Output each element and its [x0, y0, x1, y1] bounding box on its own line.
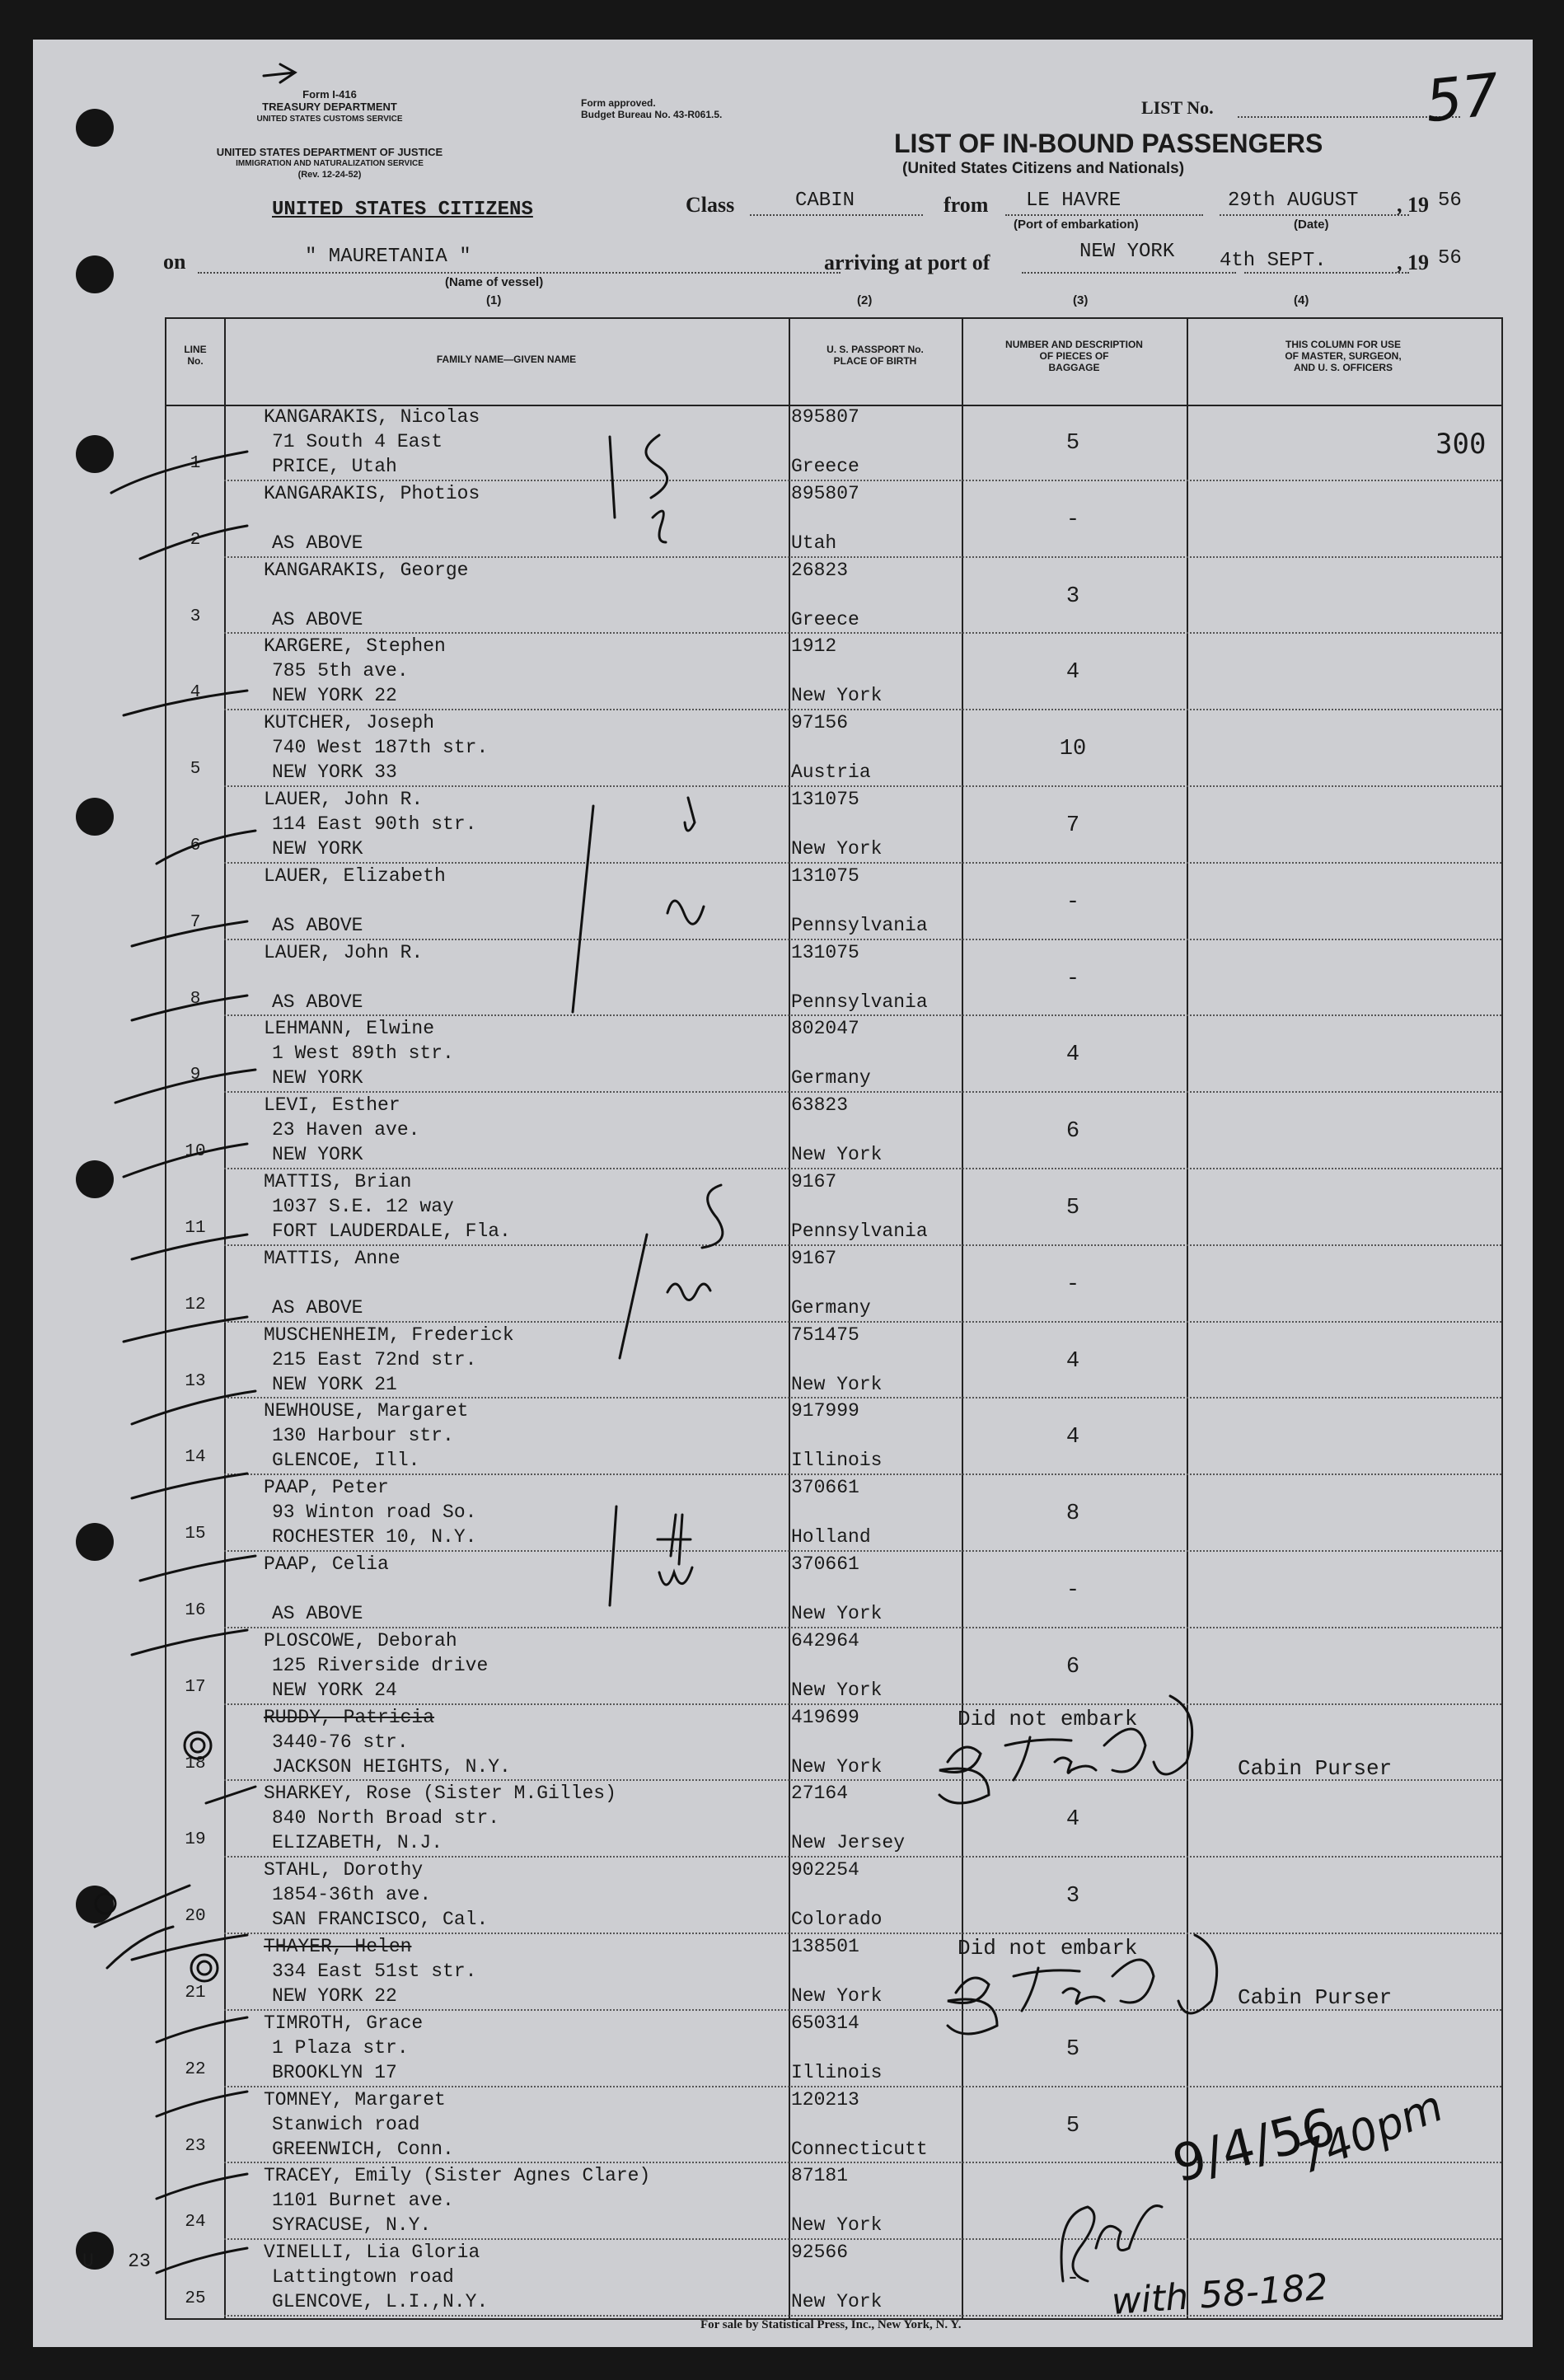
- baggage-count: 8: [1065, 1502, 1080, 1527]
- passenger-address: 785 5th ave.: [272, 660, 409, 682]
- place-of-birth: New York: [791, 1603, 883, 1624]
- officer-note: 300: [1435, 428, 1487, 461]
- place-of-birth: New York: [791, 685, 883, 707]
- passenger-city: BROOKLYN 17: [272, 2061, 397, 2083]
- passenger-address: 1037 S.E. 12 way: [272, 1196, 454, 1217]
- passport-number: 131075: [791, 864, 859, 887]
- passport-number: 131075: [791, 789, 859, 810]
- line-number: 8: [190, 989, 201, 1009]
- passenger-address: 334 East 51st str.: [272, 1961, 477, 1982]
- passenger-city: NEW YORK 33: [272, 761, 397, 784]
- passport-number: 650314: [791, 2012, 859, 2034]
- baggage-count: 10: [1059, 737, 1087, 762]
- baggage-count: 5: [1065, 2113, 1080, 2139]
- passenger-address: 71 South 4 East: [272, 431, 443, 452]
- line-number: 18: [185, 1754, 206, 1773]
- place-of-birth: Pennsylvania: [791, 991, 928, 1013]
- passenger-address: Stanwich road: [272, 2113, 420, 2135]
- class-value: CABIN: [795, 190, 855, 212]
- line-number: 6: [190, 836, 201, 855]
- baggage-count: -: [1065, 507, 1080, 532]
- line-number: 15: [185, 1525, 206, 1544]
- baggage-count: -: [1065, 1272, 1080, 1297]
- form-number: Form I-416: [302, 88, 357, 101]
- passenger-name: LEHMANN, Elwine: [264, 1018, 435, 1040]
- line-number: 1: [190, 454, 201, 473]
- page-subtitle: (United States Citizens and Nationals): [902, 160, 1185, 177]
- place-of-birth: Greece: [791, 456, 859, 477]
- passport-number: 902254: [791, 1859, 859, 1881]
- place-of-birth: New York: [791, 2291, 883, 2313]
- ins-service: IMMIGRATION AND NATURALIZATION SERVICE: [236, 159, 424, 168]
- treasury-dept: TREASURY DEPARTMENT: [262, 101, 397, 113]
- baggage-count: 4: [1065, 1348, 1080, 1374]
- place-of-birth: New York: [791, 1144, 883, 1166]
- passport-number: 63823: [791, 1094, 849, 1117]
- arrival-year-prefix: , 19: [1397, 251, 1429, 274]
- passenger-city: AS ABOVE: [272, 914, 363, 936]
- form-approved: Form approved.: [581, 97, 656, 109]
- passenger-address: 1 West 89th str.: [272, 1042, 454, 1065]
- passenger-name: MATTIS, Anne: [264, 1247, 400, 1269]
- line-number: 23: [185, 2136, 206, 2156]
- passenger-city: AS ABOVE: [272, 1296, 363, 1319]
- passenger-address: 215 East 72nd str.: [272, 1348, 477, 1370]
- passenger-name: MATTIS, Brian: [264, 1171, 412, 1192]
- embarkation-port: LE HAVRE: [1026, 190, 1121, 212]
- line-number: 10: [185, 1142, 206, 1162]
- passport-number: 131075: [791, 941, 859, 963]
- passenger-manifest-sheet: [33, 40, 1533, 2347]
- passenger-address: 840 North Broad str.: [272, 1807, 500, 1830]
- passport-number: 419699: [791, 1706, 859, 1728]
- passenger-name: RUDDY, Patricia: [264, 1706, 435, 1728]
- passenger-city: NEW YORK 22: [272, 685, 397, 707]
- baggage-count: 4: [1065, 1425, 1080, 1450]
- date-caption: (Date): [1294, 218, 1329, 232]
- passport-number: 642964: [791, 1629, 859, 1651]
- header-officers: THIS COLUMN FOR USE OF MASTER, SURGEON, AND U. S. OFFICERS: [1285, 339, 1402, 373]
- line-number: 5: [190, 760, 201, 780]
- place-of-birth: New York: [791, 1373, 883, 1395]
- header-passport: U. S. PASSPORT No. PLACE OF BIRTH: [826, 344, 924, 367]
- passenger-city: AS ABOVE: [272, 532, 363, 554]
- baggage-count: 4: [1065, 1042, 1080, 1068]
- header-family-name: FAMILY NAME—GIVEN NAME: [436, 354, 577, 365]
- with-note: with 58-182: [1110, 2265, 1330, 2323]
- passenger-address: 1854-36th ave.: [272, 1884, 432, 1906]
- line-number: 19: [185, 1830, 206, 1850]
- baggage-count: 5: [1065, 431, 1080, 456]
- place-of-birth: Austria: [791, 761, 871, 784]
- place-of-birth: New York: [791, 838, 883, 860]
- arrival-year-suffix: 56: [1438, 247, 1462, 269]
- arrival-date: 4th SEPT.: [1220, 250, 1327, 272]
- budget-bureau: Budget Bureau No. 43-R061.5.: [581, 109, 723, 120]
- corner-number: U 23: [82, 2251, 151, 2272]
- line-number: 7: [190, 912, 201, 932]
- place-of-birth: Illinois: [791, 2061, 883, 2083]
- passenger-name: PAAP, Celia: [264, 1553, 389, 1575]
- passenger-name: LAUER, Elizabeth: [264, 864, 446, 887]
- passenger-city: NEW YORK: [272, 838, 363, 860]
- passenger-name: VINELLI, Lia Gloria: [264, 2242, 480, 2264]
- page-title: LIST OF IN-BOUND PASSENGERS: [894, 129, 1323, 158]
- passenger-name: THAYER, Helen: [264, 1936, 412, 1957]
- passport-number: 895807: [791, 482, 859, 504]
- header-baggage: NUMBER AND DESCRIPTION OF PIECES OF BAGGAGE: [1005, 339, 1143, 373]
- place-of-birth: Germany: [791, 1296, 871, 1319]
- baggage-count: 3: [1065, 1884, 1080, 1909]
- passenger-name: LAUER, John R.: [264, 941, 424, 963]
- baggage-count: 3: [1065, 583, 1080, 609]
- header-line-no: LINE No.: [184, 344, 207, 367]
- baggage-count: -: [1065, 889, 1080, 915]
- place-of-birth: Pennsylvania: [791, 914, 928, 936]
- passenger-city: NEW YORK 24: [272, 1679, 397, 1701]
- passport-number: 370661: [791, 1553, 859, 1575]
- passport-number: 92566: [791, 2242, 849, 2264]
- passenger-address: 1101 Burnet ave.: [272, 2190, 454, 2212]
- place-of-birth: New York: [791, 1985, 883, 2007]
- passenger-address: 3440-76 str.: [272, 1731, 409, 1753]
- line-number: 14: [185, 1448, 206, 1468]
- baggage-count: 4: [1065, 1807, 1080, 1833]
- passenger-name: MUSCHENHEIM, Frederick: [264, 1324, 514, 1346]
- place-of-birth: Colorado: [791, 1909, 883, 1931]
- line-number: 22: [185, 2059, 206, 2079]
- col-num-2: (2): [857, 293, 873, 307]
- passport-number: 1912: [791, 635, 837, 658]
- passenger-name: KUTCHER, Joseph: [264, 712, 435, 734]
- passenger-name: KANGARAKIS, George: [264, 559, 469, 581]
- passenger-address: 93 Winton road So.: [272, 1502, 477, 1524]
- time-stamp: 740pm: [1291, 2081, 1450, 2185]
- passport-number: 138501: [791, 1936, 859, 1957]
- passport-number: 370661: [791, 1477, 859, 1499]
- passenger-city: PRICE, Utah: [272, 456, 397, 477]
- passenger-name: TRACEY, Emily (Sister Agnes Clare): [264, 2165, 651, 2187]
- place-of-birth: New York: [791, 2214, 883, 2237]
- passenger-city: SYRACUSE, N.Y.: [272, 2214, 432, 2237]
- passport-number: 895807: [791, 406, 859, 428]
- passenger-address: 125 Riverside drive: [272, 1654, 489, 1676]
- line-number: 25: [185, 2289, 206, 2309]
- baggage-status: Did not embark: [958, 1936, 1138, 1961]
- line-number: 13: [185, 1371, 206, 1391]
- passenger-name: PAAP, Peter: [264, 1477, 389, 1499]
- passport-number: 26823: [791, 559, 849, 581]
- passenger-address: 23 Haven ave.: [272, 1119, 420, 1141]
- vessel-name: " MAURETANIA ": [305, 246, 471, 268]
- passenger-address: 114 East 90th str.: [272, 813, 477, 835]
- baggage-count: -: [1065, 1578, 1080, 1603]
- passenger-name: KANGARAKIS, Photios: [264, 482, 480, 504]
- citizens-category: UNITED STATES CITIZENS: [272, 199, 533, 221]
- passenger-name: PLOSCOWE, Deborah: [264, 1629, 457, 1651]
- passenger-address: 1 Plaza str.: [272, 2036, 409, 2059]
- vessel-caption: (Name of vessel): [445, 275, 544, 289]
- passenger-city: AS ABOVE: [272, 991, 363, 1013]
- passenger-city: FORT LAUDERDALE, Fla.: [272, 1220, 511, 1242]
- place-of-birth: Connecticutt: [791, 2138, 928, 2160]
- footer-note: For sale by Statistical Press, Inc., New York, N. Y.: [700, 2318, 962, 2331]
- baggage-count: -: [1065, 966, 1080, 991]
- passenger-name: NEWHOUSE, Margaret: [264, 1400, 469, 1422]
- passenger-city: NEW YORK 22: [272, 1985, 397, 2007]
- line-number: 3: [190, 607, 201, 626]
- passenger-name: LAUER, John R.: [264, 789, 424, 810]
- passenger-city: AS ABOVE: [272, 1603, 363, 1624]
- arrival-port: NEW YORK: [1079, 241, 1175, 263]
- passenger-name: LEVI, Esther: [264, 1094, 400, 1117]
- passenger-name: TOMNEY, Margaret: [264, 2088, 446, 2111]
- place-of-birth: New Jersey: [791, 1832, 906, 1854]
- line-number: 21: [185, 1984, 206, 2003]
- passport-number: 802047: [791, 1018, 859, 1040]
- passport-number: 27164: [791, 1783, 849, 1805]
- passport-number: 9167: [791, 1247, 837, 1269]
- passenger-city: SAN FRANCISCO, Cal.: [272, 1909, 489, 1931]
- passenger-city: NEW YORK: [272, 1067, 363, 1089]
- line-number: 2: [190, 530, 201, 550]
- passenger-name: SHARKEY, Rose (Sister M.Gilles): [264, 1783, 616, 1805]
- embarkation-caption: (Port of embarkation): [1014, 218, 1139, 232]
- baggage-count: 4: [1065, 660, 1080, 686]
- baggage-count: 6: [1065, 1654, 1080, 1680]
- place-of-birth: New York: [791, 1755, 883, 1778]
- passenger-name: TIMROTH, Grace: [264, 2012, 424, 2034]
- passenger-city: GLENCOE, Ill.: [272, 1450, 420, 1472]
- passenger-city: JACKSON HEIGHTS, N.Y.: [272, 1755, 511, 1778]
- passport-number: 917999: [791, 1400, 859, 1422]
- passenger-city: GREENWICH, Conn.: [272, 2138, 454, 2160]
- class-label: Class: [686, 193, 735, 217]
- list-no-label: LIST No.: [1141, 97, 1214, 118]
- line-number: 24: [185, 2213, 206, 2232]
- passenger-city: NEW YORK: [272, 1144, 363, 1166]
- line-number: 20: [185, 1907, 206, 1927]
- officer-note: Cabin Purser: [1238, 1755, 1393, 1781]
- embarkation-date: 29th AUGUST: [1228, 190, 1359, 212]
- passenger-address: 740 West 187th str.: [272, 737, 489, 759]
- passenger-city: ROCHESTER 10, N.Y.: [272, 1526, 477, 1548]
- place-of-birth: Greece: [791, 608, 859, 630]
- place-of-birth: Holland: [791, 1526, 871, 1548]
- col-num-1: (1): [486, 293, 502, 307]
- baggage-status: Did not embark: [958, 1706, 1138, 1731]
- passport-number: 751475: [791, 1324, 859, 1346]
- col-num-4: (4): [1294, 293, 1309, 307]
- year-prefix: , 19: [1397, 193, 1429, 217]
- line-number: 16: [185, 1601, 206, 1620]
- form-revision: (Rev. 12-24-52): [297, 170, 362, 180]
- passport-number: 9167: [791, 1171, 837, 1192]
- from-label: from: [944, 193, 989, 217]
- passenger-city: ELIZABETH, N.J.: [272, 1832, 443, 1854]
- passenger-name: STAHL, Dorothy: [264, 1859, 424, 1881]
- place-of-birth: Utah: [791, 532, 837, 554]
- passenger-city: AS ABOVE: [272, 608, 363, 630]
- customs-service: UNITED STATES CUSTOMS SERVICE: [256, 115, 403, 124]
- passenger-city: GLENCOVE, L.I.,N.Y.: [272, 2291, 489, 2313]
- officer-note: Cabin Purser: [1238, 1985, 1393, 2010]
- arriving-label: arriving at port of: [824, 251, 990, 274]
- baggage-count: 6: [1065, 1119, 1080, 1145]
- passport-number: 120213: [791, 2088, 859, 2111]
- line-number: 17: [185, 1677, 206, 1697]
- place-of-birth: Pennsylvania: [791, 1220, 928, 1242]
- place-of-birth: New York: [791, 1679, 883, 1701]
- passport-number: 87181: [791, 2165, 849, 2187]
- passenger-address: 130 Harbour str.: [272, 1425, 454, 1447]
- passport-number: 97156: [791, 712, 849, 734]
- justice-dept: UNITED STATES DEPARTMENT OF JUSTICE: [216, 146, 443, 158]
- place-of-birth: Illinois: [791, 1450, 883, 1472]
- passenger-name: KARGERE, Stephen: [264, 635, 446, 658]
- baggage-count: 7: [1065, 813, 1080, 838]
- passenger-address: Lattingtown road: [272, 2266, 454, 2289]
- line-number: 11: [185, 1219, 206, 1238]
- baggage-count: 5: [1065, 2036, 1080, 2062]
- line-number: 9: [190, 1066, 201, 1085]
- on-label: on: [163, 250, 186, 274]
- passenger-name: KANGARAKIS, Nicolas: [264, 406, 480, 428]
- passenger-city: NEW YORK 21: [272, 1373, 397, 1395]
- baggage-count: 5: [1065, 1196, 1080, 1220]
- year-suffix: 56: [1438, 190, 1462, 212]
- place-of-birth: Germany: [791, 1067, 871, 1089]
- col-num-3: (3): [1073, 293, 1089, 307]
- date-stamp: 9/4/56: [1166, 2096, 1342, 2195]
- page-number: 57: [1421, 60, 1503, 136]
- line-number: 4: [190, 683, 201, 703]
- handwritten-marks: [33, 40, 1533, 2347]
- baggage-count: -: [1065, 2266, 1080, 2292]
- line-number: 12: [185, 1295, 206, 1314]
